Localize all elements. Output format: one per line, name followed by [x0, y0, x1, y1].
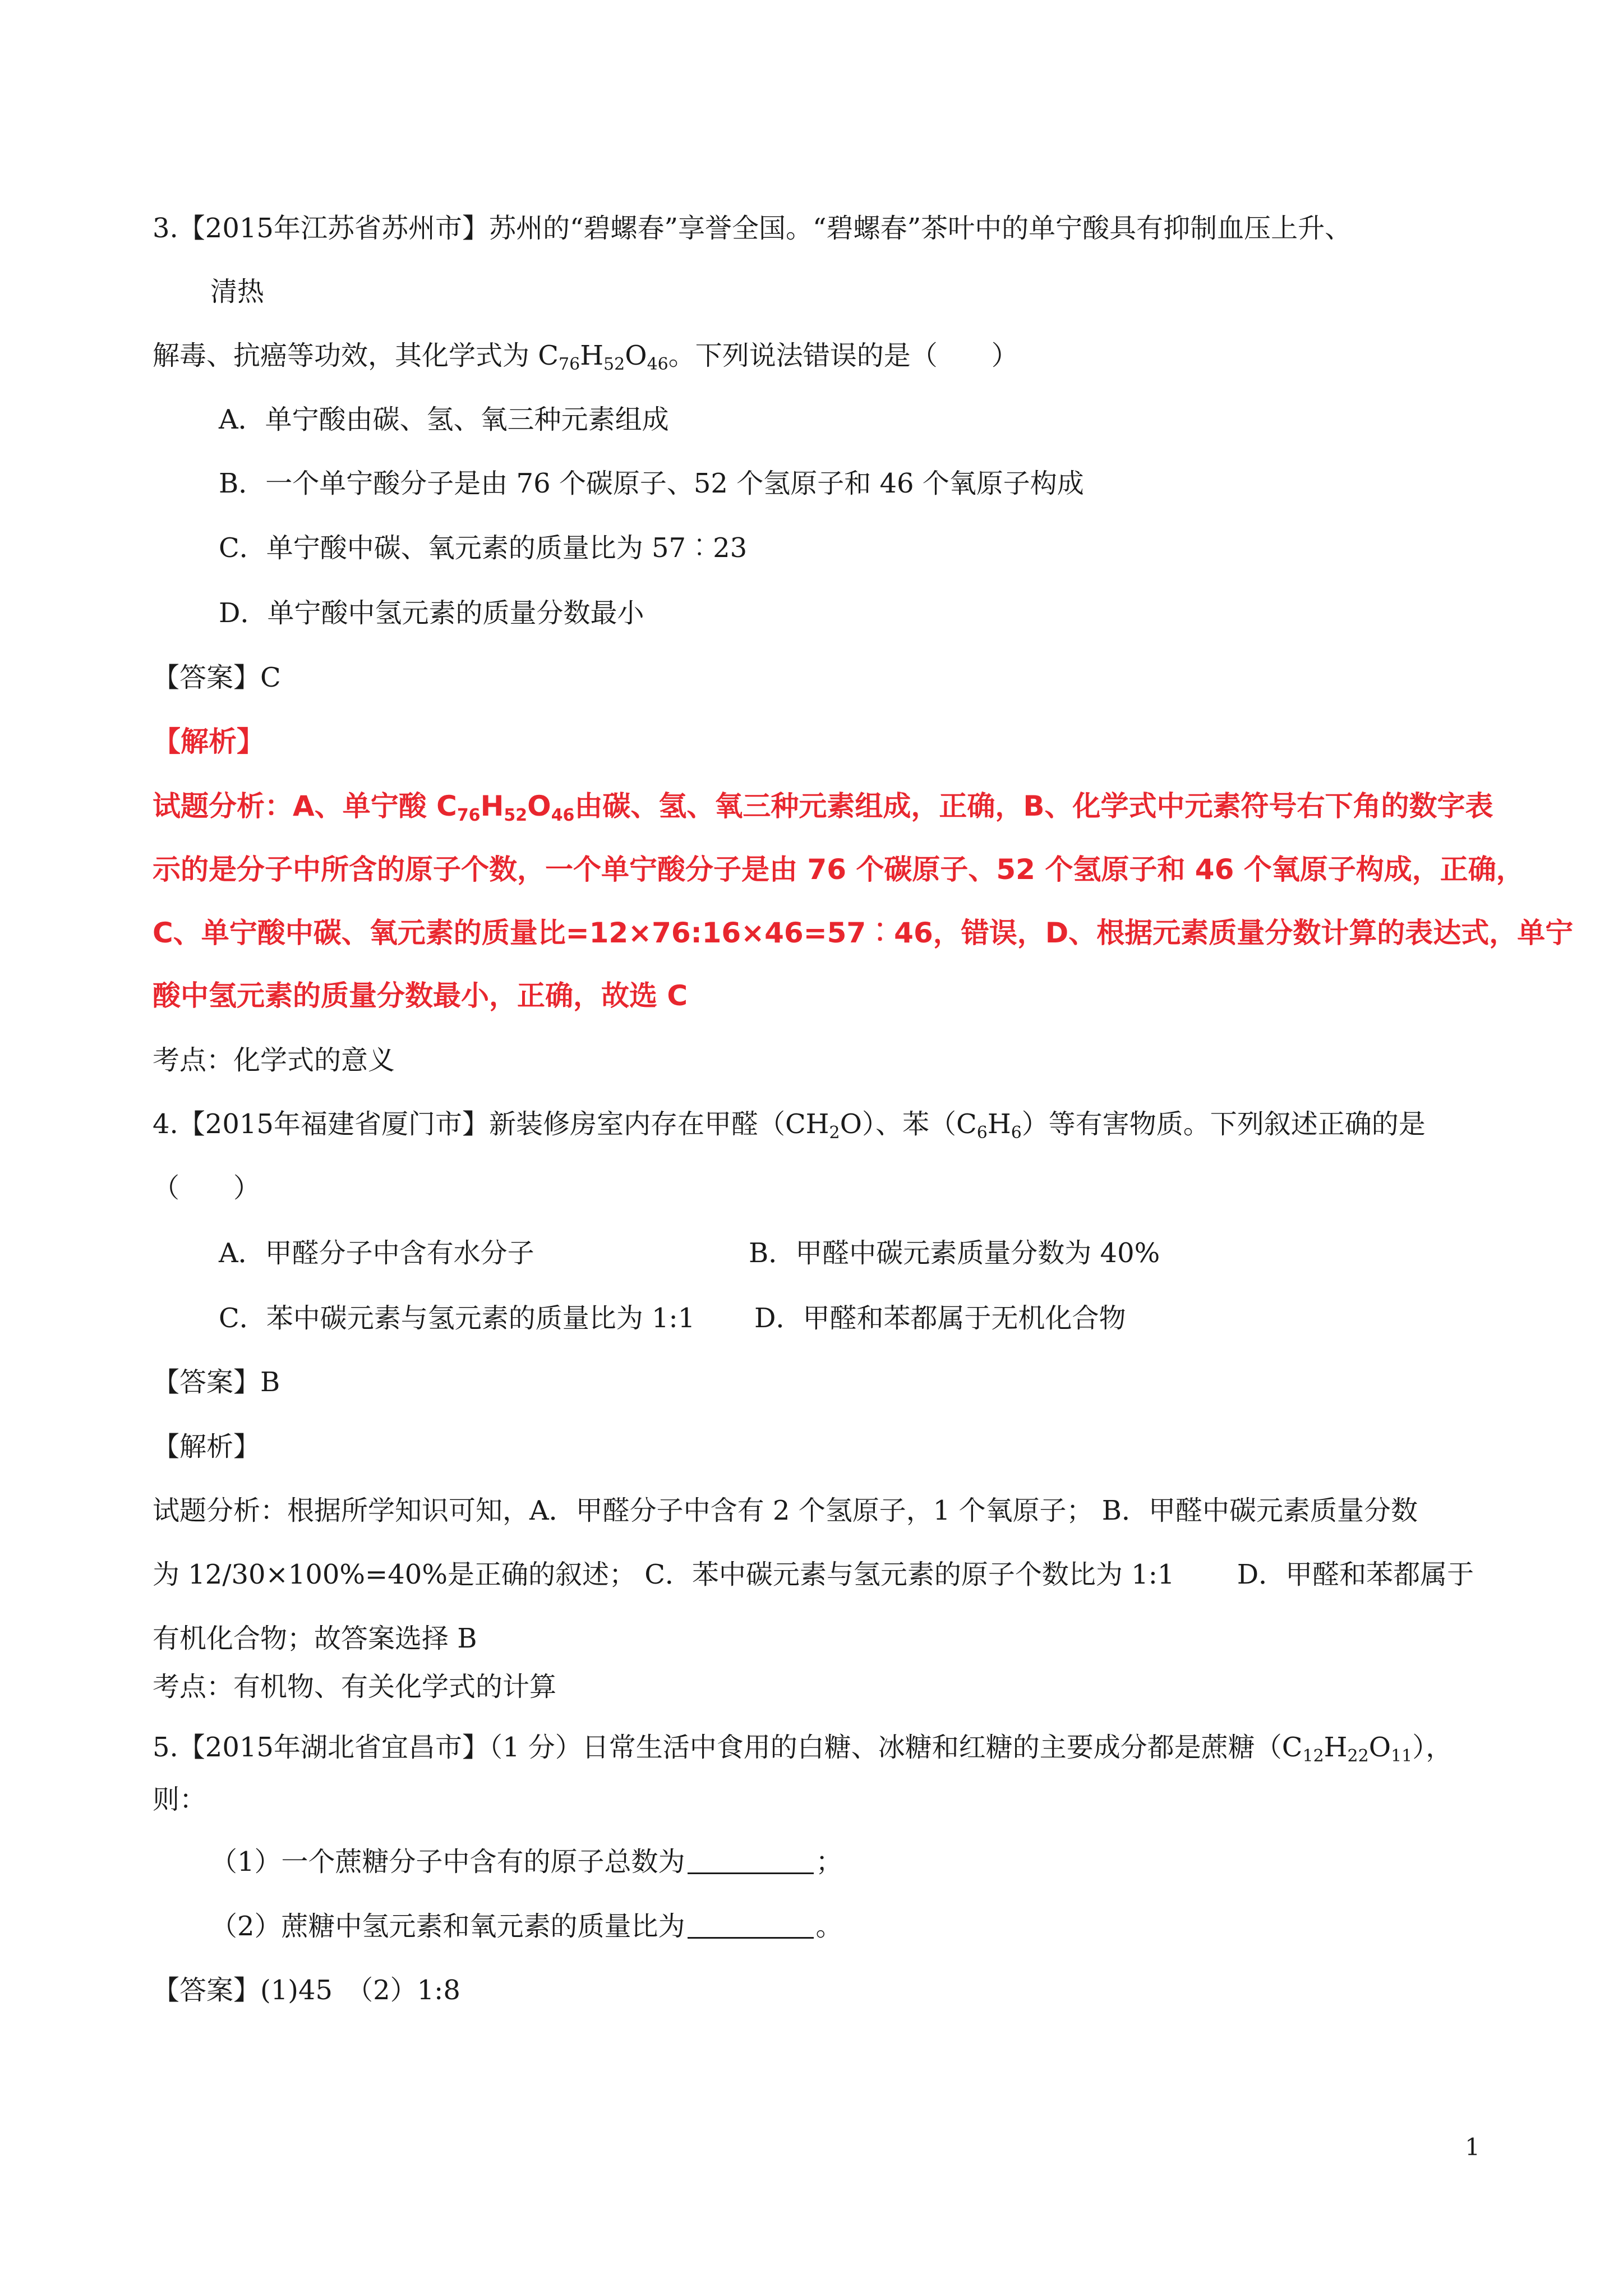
q3-kaodian: 考点：化学式的意义 — [153, 1045, 395, 1076]
page-number: 1 — [1465, 2133, 1480, 2161]
q3-stem-line-3: 解毒、抗癌等功效，其化学式为 $C_{76}H_{52}O_{46}$。下列说法错误的是（ ） — [153, 340, 1018, 374]
q4-option-d: D．甲醛和苯都属于无机化合物 — [754, 1303, 1126, 1334]
q3-analysis-heading: 【解析】 — [153, 725, 265, 758]
q4-analysis-heading: 【解析】 — [153, 1431, 261, 1462]
q4-option-b: B．甲醛中碳元素质量分数为 40% — [749, 1237, 1160, 1269]
q4-stem-line-2: （ ） — [153, 1172, 261, 1204]
q3-stem-line-2: 清热 — [210, 276, 265, 307]
q4-option-c: C．苯中碳元素与氢元素的质量比为 1:1 — [219, 1303, 695, 1334]
answer-blank-2[interactable] — [688, 1910, 814, 1939]
q4-analysis-line-3: 有机化合物；故答案选择 B — [153, 1623, 477, 1654]
q3-option-c: C．单宁酸中碳、氧元素的质量比为 57︰23 — [219, 532, 748, 564]
q3-analysis-line-2: 示的是分子中所含的原子个数，一个单宁酸分子是由 76 个碳原子、52 个氢原子和 46 个氧原子构成，正确， — [153, 853, 1524, 886]
q5-answer: 【答案】(1)45 （2）1:8 — [153, 1975, 460, 2006]
q5-subquestion-1: （1）一个蔗糖分子中含有的原子总数为 ； — [210, 1846, 843, 1878]
q4-analysis-line-1: 试题分析：根据所学知识可知，A．甲醛分子中含有 2 个氢原子，1 个氧原子； B．甲醛中碳元素质量分数 — [153, 1495, 1418, 1526]
q3-option-d: D．单宁酸中氢元素的质量分数最小 — [219, 597, 644, 629]
q5-stem-line-2: 则： — [153, 1784, 207, 1815]
q4-stem-line-1: 4.【2015年福建省厦门市】新装修房室内存在甲醛$(CH_2O)$、苯$(C_6H_6)$等有害物质。下列叙述正确的是 — [153, 1108, 1426, 1143]
q3-analysis-line-4: 酸中氢元素的质量分数最小，正确，故选 C — [153, 979, 688, 1012]
q3-answer: 【答案】C — [153, 662, 281, 693]
q4-answer: 【答案】B — [153, 1366, 280, 1398]
q5-stem-line-1: 5.【2015年湖北省宜昌市】（1 分）日常生活中食用的白糖、冰糖和红糖的主要成分都是蔗糖$(C_{12}H_{22}O_{11})$， — [153, 1732, 1453, 1766]
q3-option-a: A．单宁酸由碳、氢、氧三种元素组成 — [219, 404, 669, 435]
answer-blank-1[interactable] — [688, 1846, 814, 1874]
q4-analysis-line-2: 为 12/30×100%=40%是正确的叙述； C．苯中碳元素与氢元素的原子个数比为 1:1 D．甲醛和苯都属于 — [153, 1559, 1474, 1590]
q3-option-b: B．一个单宁酸分子是由 76 个碳原子、52 个氢原子和 46 个氧原子构成 — [219, 468, 1084, 499]
q3-analysis-line-3: C、单宁酸中碳、氧元素的质量比=12×76:16×46=57︰46，错误，D、根据元素质量分数计算的表达式，单宁 — [153, 917, 1574, 949]
q5-subquestion-2: （2）蔗糖中氢元素和氧元素的质量比为 。 — [210, 1911, 843, 1942]
q3-stem-line-1: 3.【2015年江苏省苏州市】苏州的“碧螺春”享誉全国。“碧螺春”茶叶中的单宁酸具有抑制血压上升、 — [153, 213, 1352, 244]
q4-option-a: A．甲醛分子中含有水分子 — [219, 1237, 534, 1269]
q3-analysis-line-1: 试题分析：A、单宁酸 $C_{76}H_{52}O_{46}$由碳、氢、氧三种元素组成，正确，B、化学式中元素符号右下角的数字表 — [153, 790, 1493, 825]
q4-kaodian: 考点：有机物、有关化学式的计算 — [153, 1671, 557, 1703]
